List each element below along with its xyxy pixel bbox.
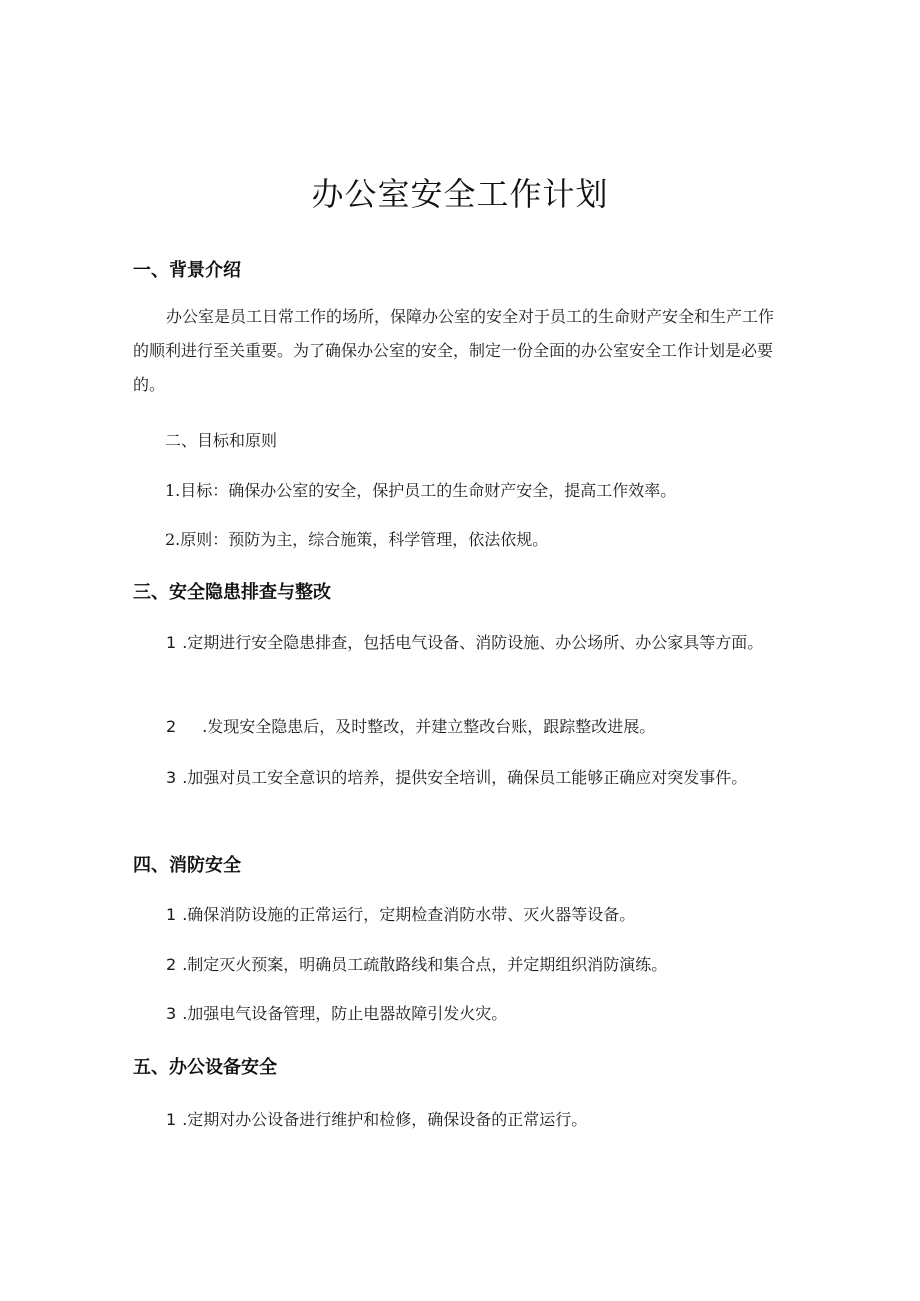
section-heading-goals: 二、目标和原则 [165,431,278,450]
list-item-text: .制定灭火预案，明确员工疏散路线和集合点，并定期组织消防演练。 [182,955,668,974]
list-item-number: 3 [166,1004,177,1023]
list-item-number: 2 [166,717,177,736]
list-item-text: .加强对员工安全意识的培养，提供安全培训，确保员工能够正确应对突发事件。 [182,768,748,787]
section-heading-hazards: 三、安全隐患排查与整改 [133,582,331,603]
list-item [133,710,788,744]
list-item-text: .定期进行安全隐患排查，包括电气设备、消防设施、办公场所、办公家具等方面。 [182,633,764,652]
list-item-number: 2 [166,955,177,974]
list-item [133,948,788,982]
list-item [133,761,788,795]
section-heading-background: 一、背景介绍 [133,260,241,281]
list-item [133,898,788,932]
list-item [133,1103,788,1137]
principle-item: 2.原则：预防为主，综合施策，科学管理，依法依规。 [165,530,549,549]
list-item-text: .发现安全隐患后，及时整改，并建立整改台账，跟踪整改进展。 [202,717,656,736]
document-title: 办公室安全工作计划 [311,175,609,213]
list-item [133,997,788,1031]
list-item-text: .确保消防设施的正常运行，定期检查消防水带、灭火器等设备。 [182,905,636,924]
background-paragraph: 办公室是员工日常工作的场所，保障办公室的安全对于员工的生命财产安全和生产工作的顺利进行至关重要。为了确保办公室的安全，制定一份全面的办公室安全工作计划是必要的。 [133,307,775,394]
goal-item: 1.目标：确保办公室的安全，保护员工的生命财产安全，提高工作效率。 [165,481,677,500]
section-heading-fire-safety: 四、消防安全 [133,855,241,876]
list-item [133,626,788,660]
list-item-text: .定期对办公设备进行维护和检修，确保设备的正常运行。 [182,1110,588,1129]
section-heading-equipment-safety: 五、办公设备安全 [133,1057,277,1078]
list-item-number: 1 [166,633,177,652]
list-item-number: 3 [166,768,177,787]
list-item-text: .加强电气设备管理，防止电器故障引发火灾。 [182,1004,508,1023]
list-item-number: 1 [166,905,177,924]
list-item-number: 1 [166,1110,177,1129]
